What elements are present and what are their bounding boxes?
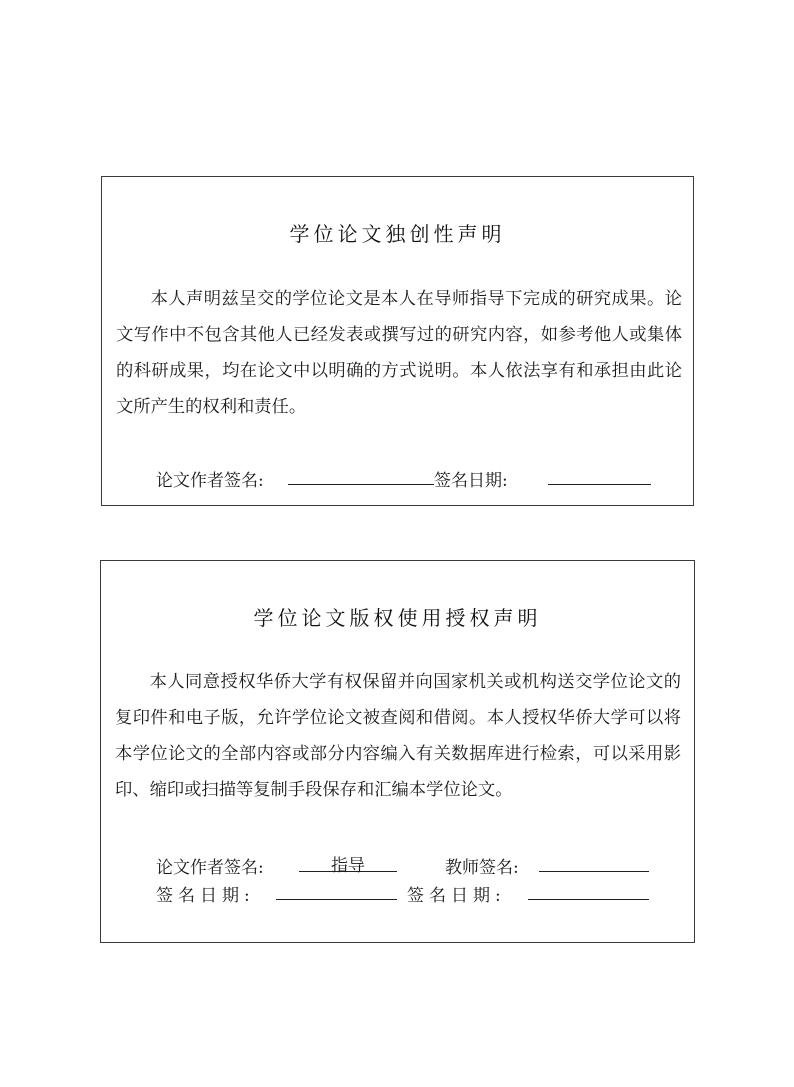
copyright-body: 本人同意授权华侨大学有权保留并向国家机关或机构送交学位论文的复印件和电子版，允许学位论文被查阅和借阅。本人授权华侨大学可以将本学位论文的全部内容或部分内容编入有关数据库进行检索，可以采用影印、缩印或扫描等复制手段保存和汇编本学位论文。 (115, 672, 681, 800)
author-signature-label: 论文作者签名: (156, 858, 264, 878)
teacher-date-label: 签名日期: (407, 886, 506, 906)
copyright-statement-box (100, 560, 695, 943)
author-date-line[interactable] (276, 879, 397, 900)
originality-title: 学位论文独创性声明 (289, 222, 506, 246)
teacher-signature-line[interactable] (539, 851, 649, 872)
originality-statement-box (101, 176, 694, 506)
teacher-date-line[interactable] (528, 879, 649, 900)
author-date-label: 签名日期: (156, 886, 255, 906)
originality-body: 本人声明兹呈交的学位论文是本人在导师指导下完成的研究成果。论文写作中不包含其他人已经发表或撰写过的研究内容，如参考他人或集体的科研成果，均在论文中以明确的方式说明。本人依法享有和承担由此论文所产生的权利和责任。 (116, 289, 682, 417)
signature-date-line[interactable] (548, 464, 651, 485)
author-signature-line[interactable] (288, 464, 434, 485)
copyright-title: 学位论文版权使用授权声明 (253, 606, 542, 630)
teacher-signature-label: 教师签名: (445, 858, 519, 878)
author-signature-label: 论文作者签名: (156, 471, 264, 491)
author-signature-line[interactable]: 指导 (299, 851, 397, 872)
signature-date-label: 签名日期: (434, 471, 508, 491)
